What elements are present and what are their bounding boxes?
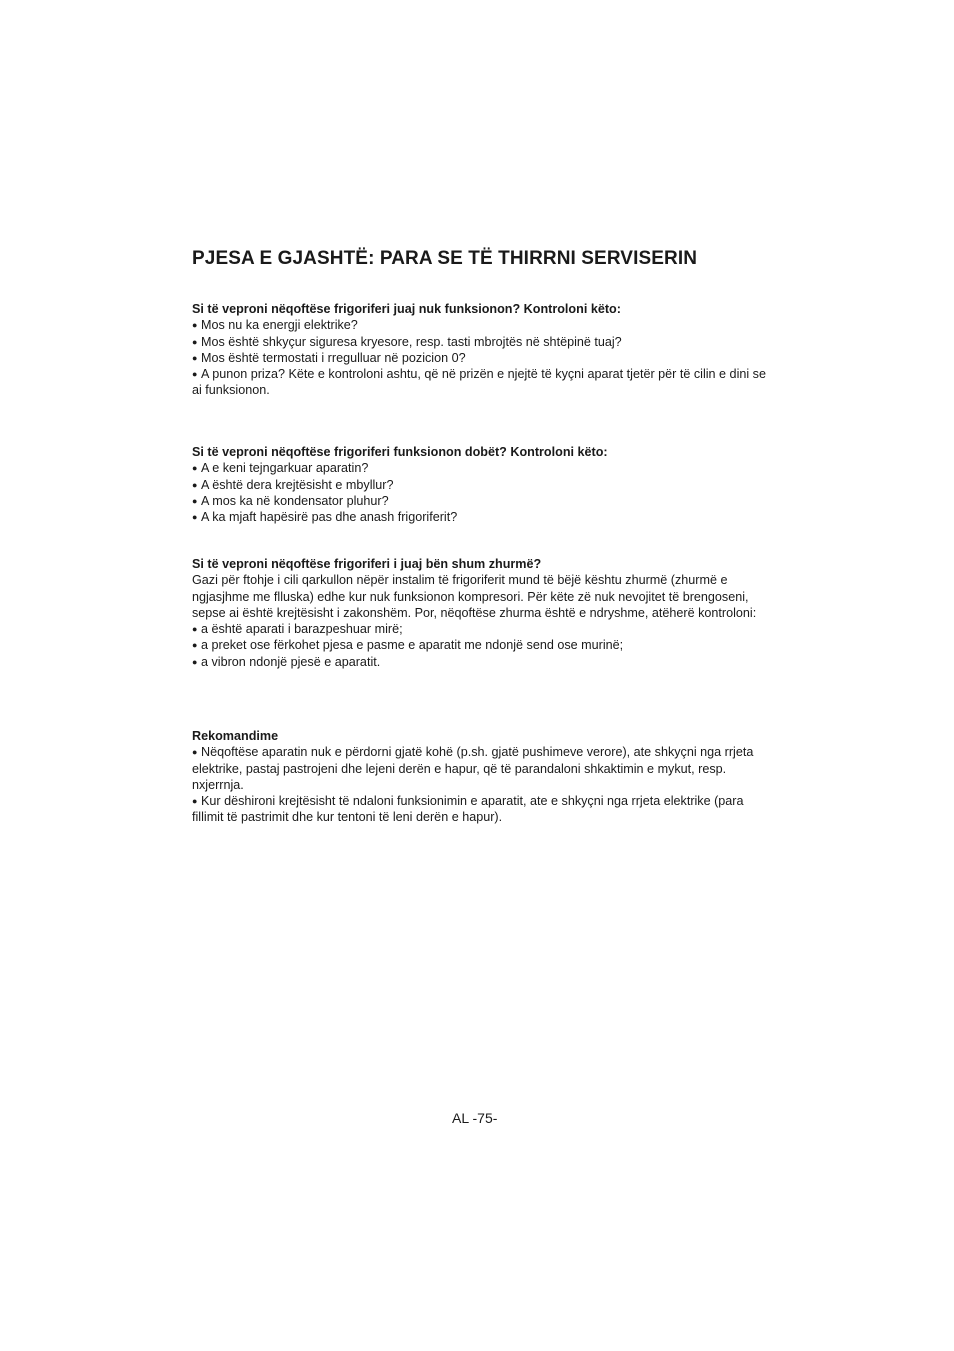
- list-item-text: Nëqoftëse aparatin nuk e përdorni gjatë kohë (p.sh. gjatë pushimeve verore), ate shkyçni nga rrjeta elektrike, pastaj pastrojeni dhe lejeni derën e hapur, që të parandaloni shkaktimin e mykut, resp. nxjerrnja.: [192, 745, 754, 792]
- bullet-icon: ●: [192, 336, 198, 347]
- bullet-icon: ●: [192, 656, 198, 667]
- bullet-icon: ●: [192, 640, 198, 651]
- list-item-text: A punon priza? Këte e kontroloni ashtu, që në prizën e njejtë të kyçni aparat tjetër për të cilin e dini se ai funksionon.: [192, 367, 766, 398]
- bullet-icon: ●: [192, 747, 198, 758]
- list-item: [192, 493, 766, 509]
- list-item: [192, 744, 766, 793]
- list-item: [192, 793, 766, 826]
- list-item: [192, 477, 766, 493]
- section-heading: Si të veproni nëqoftëse frigoriferi funksionon dobët? Kontroloni këto:: [192, 445, 608, 459]
- bullet-icon: ●: [192, 369, 198, 380]
- section-heading: Si të veproni nëqoftëse frigoriferi i juaj bën shum zhurmë?: [192, 557, 542, 571]
- list-item: [192, 509, 766, 525]
- list-item-text: A mos ka në kondensator pluhur?: [201, 493, 389, 508]
- section-paragraph: Gazi për ftohje i cili qarkullon nëpër instalim të frigoriferit mund të bëjë kështu zhurmë (zhurmë e ngjasjhme me flluska) edhe kur nuk funksionon kompresori. Për këte zë nuk nevojitet të brengoseni, sepse ai është krejtësisht i zakonshëm. Por, nëqoftëse zhurma është e ndryshme, atëherë kontroloni:: [192, 573, 757, 620]
- list-item: [192, 460, 766, 476]
- list-item-text: Mos është shkyçur siguresa kryesore, resp. tasti mbrojtës në shtëpinë tuaj?: [201, 334, 622, 349]
- list-item-text: a preket ose fërkohet pjesa e pasme e aparatit me ndonjë send ose murinë;: [201, 638, 624, 653]
- page-number: AL -75-: [452, 1110, 498, 1126]
- list-item-text: Mos është termostati i rregulluar në pozicion 0?: [201, 350, 466, 365]
- check-list: [192, 621, 766, 670]
- bullet-icon: ●: [192, 320, 198, 331]
- section-heading: Rekomandime: [192, 729, 279, 743]
- section-not-working: [192, 301, 766, 399]
- bullet-icon: ●: [192, 352, 198, 363]
- bullet-icon: ●: [192, 479, 198, 490]
- section-recommendations: [192, 728, 766, 826]
- list-item-text: A ka mjaft hapësirë pas dhe anash frigoriferit?: [201, 510, 458, 525]
- list-item: [192, 621, 766, 637]
- list-item-text: Mos nu ka energji elektrike?: [201, 318, 358, 333]
- list-item: [192, 654, 766, 670]
- list-item: [192, 334, 766, 350]
- list-item-text: A është dera krejtësisht e mbyllur?: [201, 477, 394, 492]
- section-noise: [192, 556, 766, 670]
- list-item-text: A e keni tejngarkuar aparatin?: [201, 461, 369, 476]
- list-item: [192, 350, 766, 366]
- check-list: [192, 460, 766, 525]
- check-list: [192, 317, 766, 398]
- bullet-icon: ●: [192, 512, 198, 523]
- section-heading: Si të veproni nëqoftëse frigoriferi juaj nuk funksionon? Kontroloni këto:: [192, 302, 621, 316]
- list-item: [192, 637, 766, 653]
- bullet-icon: ●: [192, 796, 198, 807]
- list-item-text: Kur dëshironi krejtësisht të ndaloni funksionimin e aparatit, ate e shkyçni nga rrjeta elektrike (para fillimit të pastrimit dhe kur tentoni të leni derën e hapur).: [192, 794, 744, 825]
- list-item-text: a vibron ndonjë pjesë e aparatit.: [201, 654, 381, 669]
- list-item: [192, 366, 766, 399]
- recommendation-list: [192, 744, 766, 825]
- page-title: PJESA E GJASHTË: PARA SE TË THIRRNI SERVISERIN: [192, 248, 698, 269]
- bullet-icon: ●: [192, 624, 198, 635]
- section-weak-operation: [192, 444, 766, 525]
- list-item-text: a është aparati i barazpeshuar mirë;: [201, 622, 403, 637]
- bullet-icon: ●: [192, 495, 198, 506]
- list-item: [192, 317, 766, 333]
- bullet-icon: ●: [192, 463, 198, 474]
